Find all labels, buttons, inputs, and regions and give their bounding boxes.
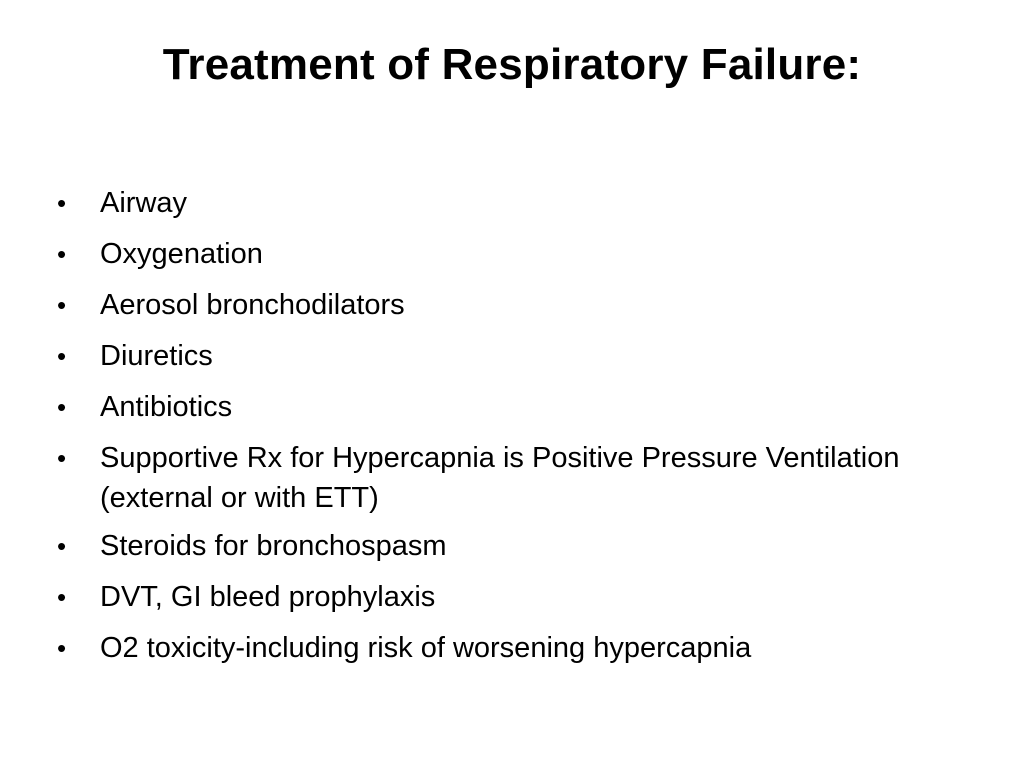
bullet-icon: •: [57, 341, 67, 371]
list-item: [57, 575, 987, 620]
list-item: [57, 385, 987, 430]
list-item: [57, 436, 987, 518]
list-item: [57, 283, 987, 328]
bullet-icon: •: [57, 188, 67, 218]
bullet-icon: •: [57, 290, 67, 320]
list-item: [57, 524, 987, 569]
bullet-icon: •: [57, 443, 67, 473]
bullet-text: Antibiotics: [100, 391, 233, 423]
list-item: [57, 334, 987, 379]
bullet-text: Steroids for bronchospasm: [100, 530, 447, 562]
bullet-text: Oxygenation: [100, 238, 263, 270]
bullet-text: Supportive Rx for Hypercapnia is Positive Pressure Ventilation (external or with ETT): [100, 442, 900, 514]
bullet-text: Aerosol bronchodilators: [100, 289, 405, 321]
list-item: [57, 181, 987, 226]
bullet-text: DVT, GI bleed prophylaxis: [100, 581, 436, 613]
bullet-text: Diuretics: [100, 340, 213, 372]
bullet-icon: •: [57, 392, 67, 422]
bullet-icon: •: [57, 239, 67, 269]
bullet-text: O2 toxicity-including risk of worsening hypercapnia: [100, 632, 752, 664]
bullet-list: [57, 181, 987, 677]
bullet-text: Airway: [100, 187, 188, 219]
slide-title: Treatment of Respiratory Failure:: [162, 40, 862, 89]
bullet-icon: •: [57, 531, 67, 561]
list-item: [57, 626, 987, 671]
bullet-icon: •: [57, 633, 67, 663]
bullet-icon: •: [57, 582, 67, 612]
list-item: [57, 232, 987, 277]
